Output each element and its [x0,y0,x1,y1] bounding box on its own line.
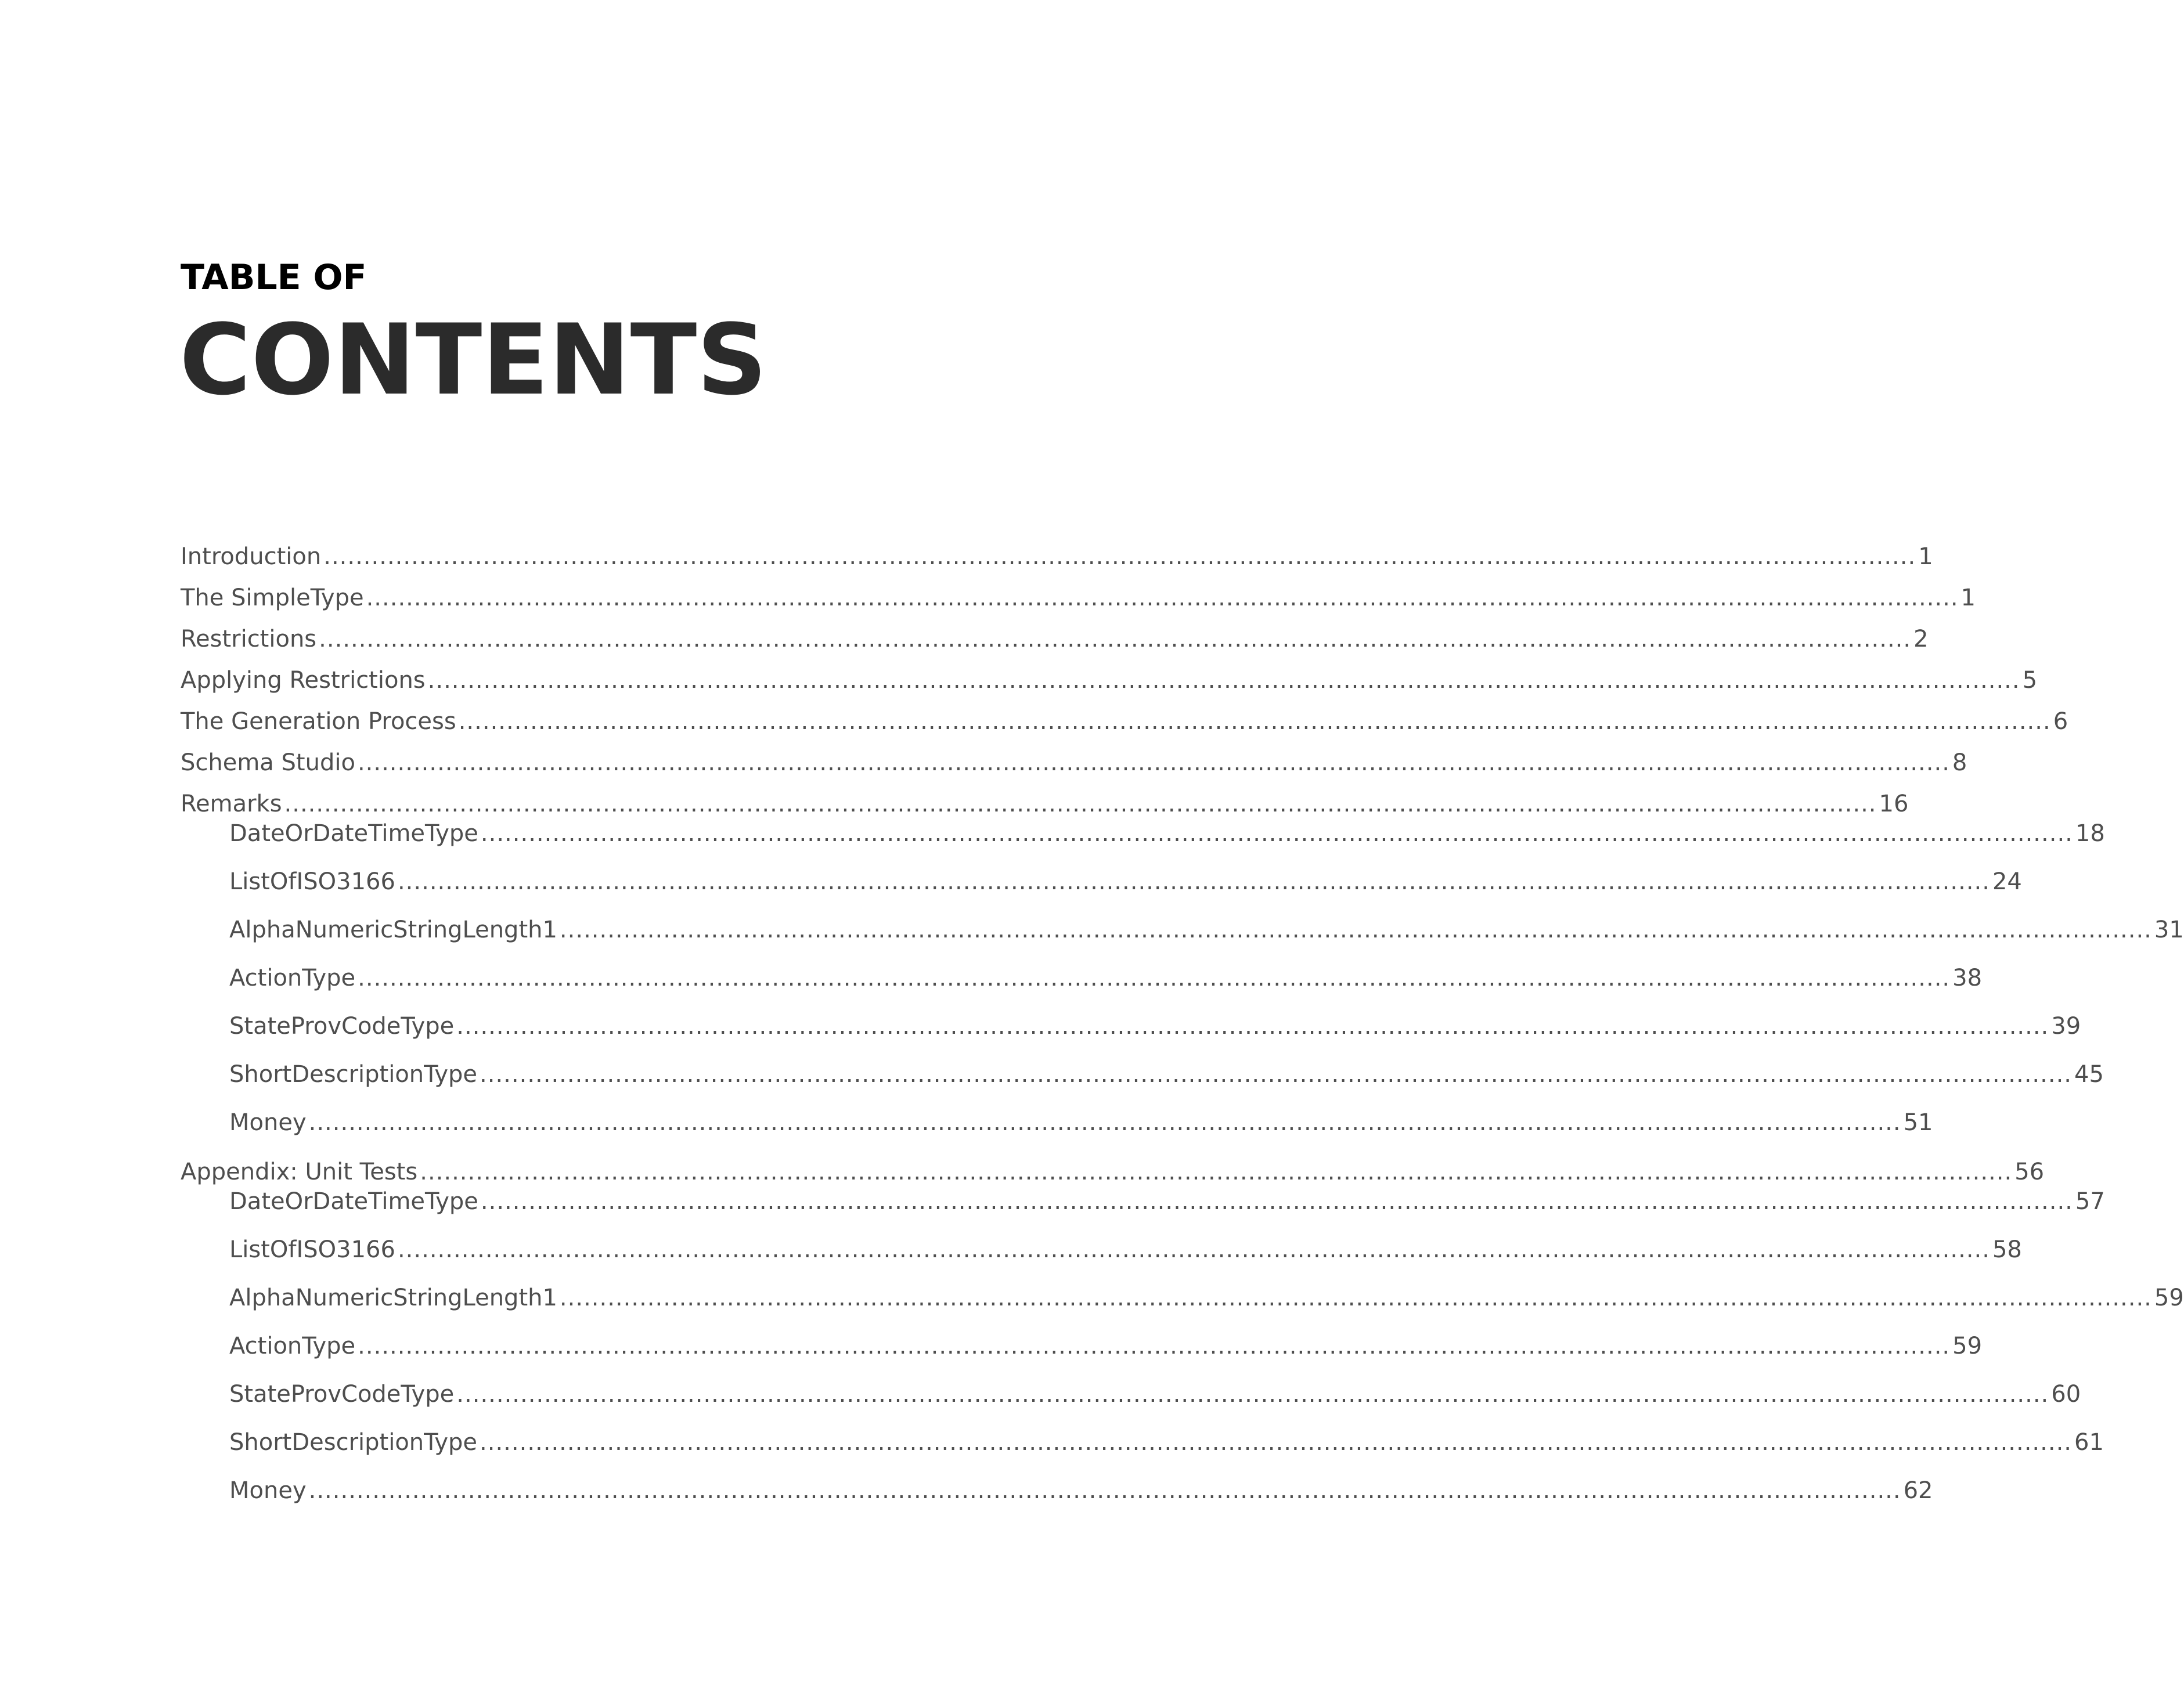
dot-leader: ........................................................................................................................................................................................................ [480,1188,2073,1215]
dot-leader: ........................................................................................................................................................................................................ [397,868,1990,895]
dot-leader: ........................................................................................................................................................................................................ [456,1381,2049,1408]
dot-leader: ........................................................................................................................................................................................................ [366,585,1959,611]
toc-entry-appendix-shortdescriptiontype[interactable] [229,1425,2104,1460]
toc-entry-appendix-alphanumericstringlength1[interactable] [229,1280,2184,1315]
toc-page-number: 62 [1903,1477,1933,1504]
dot-leader: ........................................................................................................................................................................................................ [559,917,2152,943]
dot-leader: ........................................................................................................................................................................................................ [480,1061,2072,1088]
toc-page-number: 5 [2022,667,2038,694]
toc-entry-the-generation-process[interactable] [181,704,2068,739]
toc-entry-the-simpletype[interactable] [181,580,1976,615]
toc-page-number: 39 [2051,1013,2081,1040]
toc-entry-restrictions[interactable] [181,622,1929,656]
toc-page-number: 6 [2053,708,2068,735]
heading-table-of: TABLE OF [181,257,367,298]
dot-leader: ........................................................................................................................................................................................................ [458,708,2051,735]
dot-leader: ........................................................................................................................................................................................................ [456,1013,2049,1040]
toc-entry-remarks-money[interactable] [229,1105,1933,1140]
toc-entry-label: Appendix: Unit Tests [181,1159,418,1185]
dot-leader: ........................................................................................................................................................................................................ [358,1333,1951,1359]
toc-entry-remarks-actiontype[interactable] [229,961,1983,995]
toc-page-number: 24 [1992,868,2022,895]
heading-contents: CONTENTS [179,303,767,417]
toc-entry-applying-restrictions[interactable] [181,663,2038,698]
dot-leader: ........................................................................................................................................................................................................ [323,543,1916,570]
dot-leader: ........................................................................................................................................................................................................ [308,1109,1901,1136]
toc-entry-appendix-money[interactable] [229,1473,1933,1508]
toc-entry-label: Applying Restrictions [181,667,426,694]
toc-entry-label: AlphaNumericStringLength1 [229,917,557,943]
dot-leader: ........................................................................................................................................................................................................ [427,667,2020,694]
toc-entry-appendix-stateprovcodetype[interactable] [229,1377,2081,1412]
toc-entry-label: ActionType [229,965,356,991]
toc-entry-schema-studio[interactable] [181,745,1967,780]
dot-leader: ........................................................................................................................................................................................................ [357,749,1950,776]
dot-leader: ........................................................................................................................................................................................................ [284,791,1877,817]
toc-page-number: 60 [2051,1381,2081,1408]
toc-entry-appendix-listofiso3166[interactable] [229,1232,2022,1267]
toc-page-number: 59 [1952,1333,1983,1359]
toc-entry-label: Schema Studio [181,749,355,776]
toc-page-number: 56 [2014,1159,2045,1185]
dot-leader: ........................................................................................................................................................................................................ [420,1159,2013,1185]
toc-entry-label: StateProvCodeType [229,1013,455,1040]
toc-page-number: 57 [2075,1188,2105,1215]
toc-page-number: 18 [2075,820,2105,847]
dot-leader: ........................................................................................................................................................................................................ [480,820,2073,847]
toc-entry-remarks-shortdescriptiontype[interactable] [229,1057,2104,1092]
toc-entry-label: Money [229,1477,307,1504]
dot-leader: ........................................................................................................................................................................................................ [559,1285,2152,1311]
toc-page-number: 58 [1992,1236,2022,1263]
dot-leader: ........................................................................................................................................................................................................ [319,626,1912,652]
toc-page-number: 61 [2074,1429,2104,1456]
toc-entry-label: Money [229,1109,307,1136]
toc-entry-label: DateOrDateTimeType [229,1188,478,1215]
toc-page-number: 51 [1903,1109,1933,1136]
toc-entry-label: The SimpleType [181,585,364,611]
toc-entry-label: DateOrDateTimeType [229,820,478,847]
toc-entry-remarks-stateprovcodetype[interactable] [229,1009,2081,1044]
toc-entry-appendix-dateordatetimetype[interactable] [229,1184,2105,1219]
toc-entry-label: StateProvCodeType [229,1381,455,1408]
toc-entry-label: Restrictions [181,626,317,652]
toc-entry-label: ListOfISO3166 [229,1236,395,1263]
toc-entry-label: ListOfISO3166 [229,868,395,895]
toc-entry-label: ShortDescriptionType [229,1429,478,1456]
toc-entry-introduction[interactable] [181,539,1933,574]
dot-leader: ........................................................................................................................................................................................................ [397,1236,1990,1263]
dot-leader: ........................................................................................................................................................................................................ [308,1477,1901,1504]
toc-entry-appendix-actiontype[interactable] [229,1329,1983,1363]
toc-page-number: 38 [1952,965,1983,991]
toc-page-number: 1 [1918,543,1933,570]
toc-entry-label: ActionType [229,1333,356,1359]
dot-leader: ........................................................................................................................................................................................................ [480,1429,2072,1456]
toc-entry-remarks-dateordatetimetype[interactable] [229,816,2105,851]
toc-entry-label: The Generation Process [181,708,456,735]
toc-entry-remarks-alphanumericstringlength1[interactable] [229,912,2184,947]
toc-page-number: 2 [1913,626,1929,652]
toc-page-number: 1 [1960,585,1976,611]
toc-entry-label: AlphaNumericStringLength1 [229,1285,557,1311]
toc-page-number: 8 [1952,749,1967,776]
toc-page-number: 31 [2154,917,2184,943]
toc-entry-label: Remarks [181,791,282,817]
toc-entry-remarks-listofiso3166[interactable] [229,864,2022,899]
toc-entry-label: Introduction [181,543,322,570]
dot-leader: ........................................................................................................................................................................................................ [358,965,1951,991]
toc-page-number: 45 [2074,1061,2104,1088]
toc-entry-label: ShortDescriptionType [229,1061,478,1088]
toc-page-number: 16 [1879,791,1909,817]
toc-page-number: 59 [2154,1285,2184,1311]
